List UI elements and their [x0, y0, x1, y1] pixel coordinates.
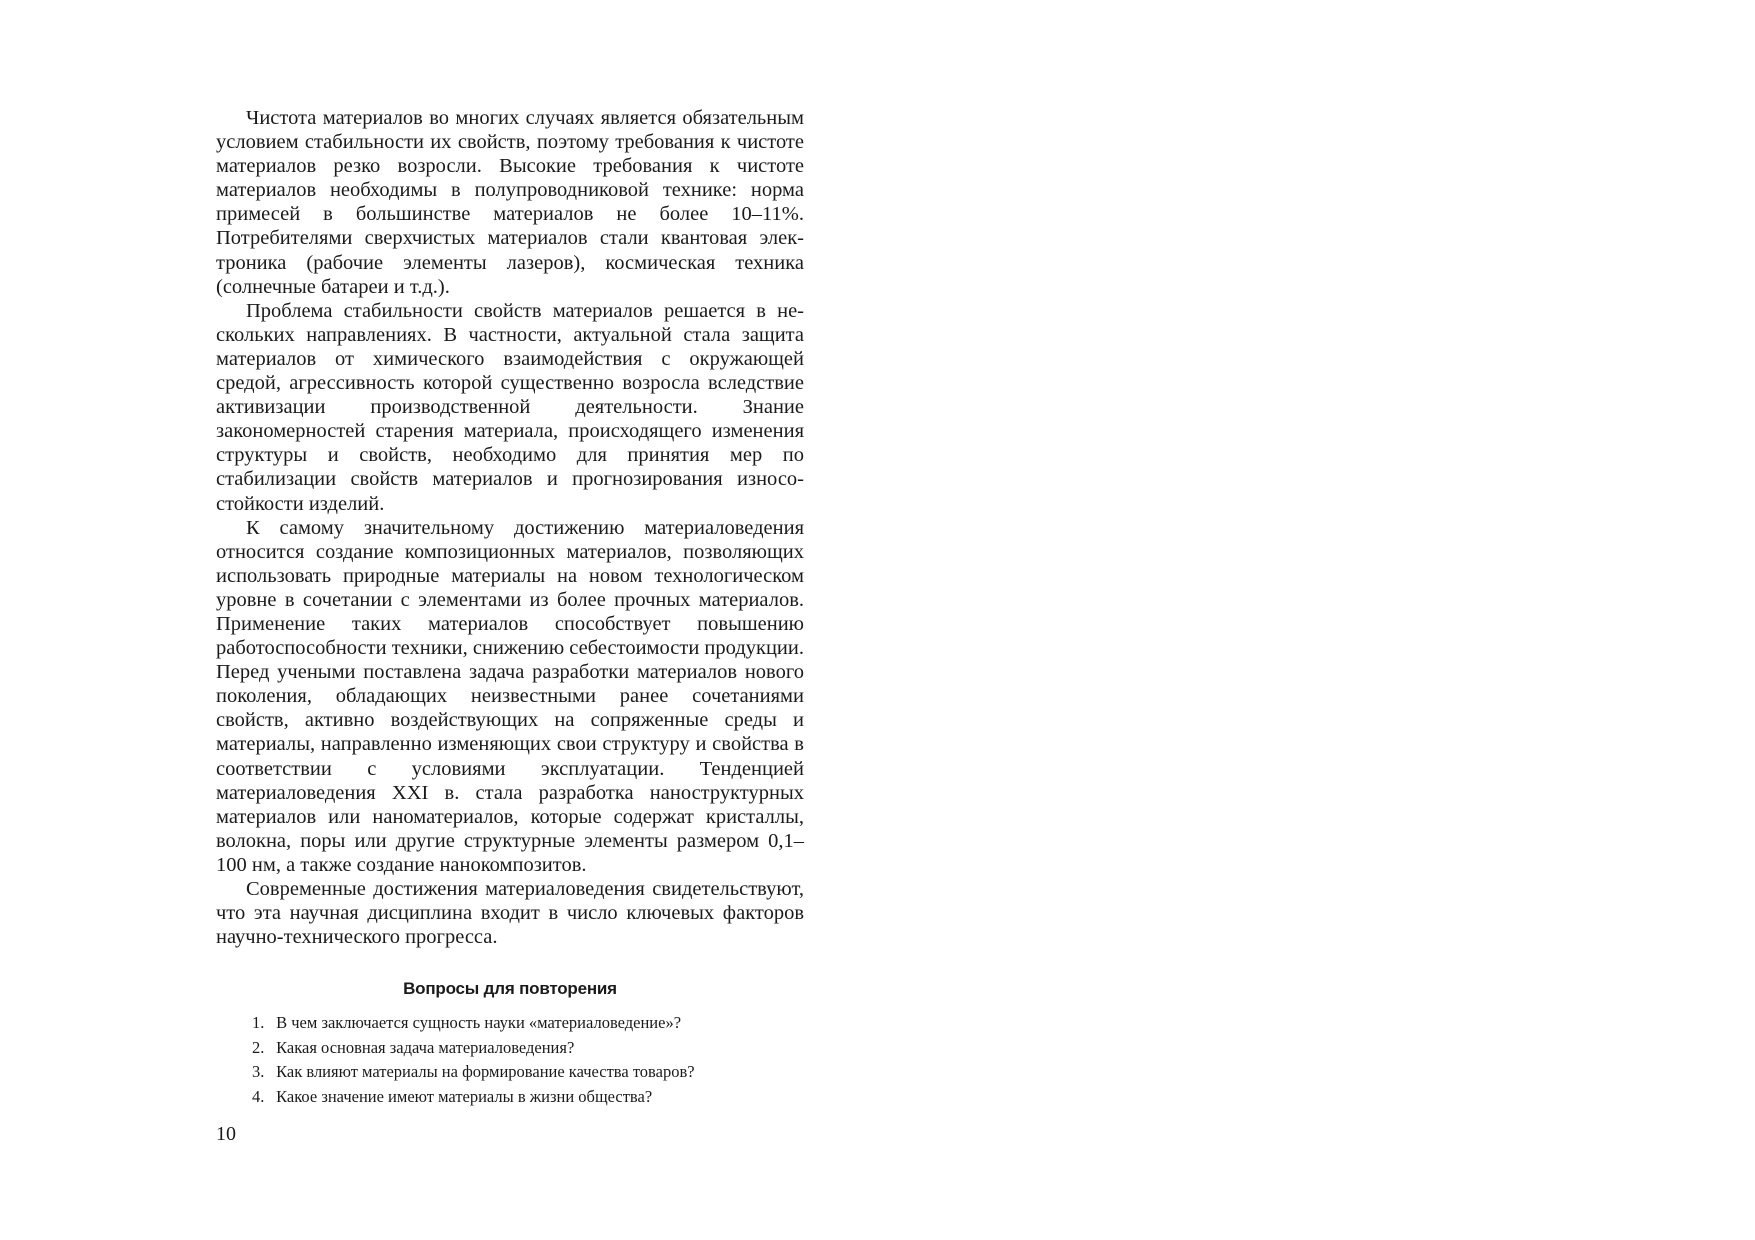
paragraph-stability: Проблема стабильности свойств материалов решается в нескольких направлениях. В частности, актуальной стала защита материалов от химического взаимодействия с окружающей средой, агрессивность которой существенно возросла вследствие активизации производственной деятельности. Знание закономерностей старения материала, происходящего изменения структуры и свойств, необходимо для принятия мер по стабилизации свойств материалов и прогнозирования износостойкости изделий.	[216, 299, 804, 515]
paragraph-composites: К самому значительному достижению материаловедения относится создание композиционных материалов, позволяющих использовать природные материалы на новом технологическом уровне в сочетании с элементами из более прочных материалов. Применение таких материалов способствует повышению работоспособности техники, снижению себестоимости продукции. Перед учеными поставлена задача разработки материалов нового поколения, обладающих неизвестными ранее сочетаниями свойств, активно воздействующих на сопряженные среды и материалы, направленно изменяющих свои структуру и свойства в соответствии с условиями эксплуатации. Тенденцией материаловедения XXI в. стала разработка наноструктурных материалов или наноматериалов, которые содержат кристаллы, волокна, поры или другие структурные элементы размером 0,1–100 нм, а также создание нанокомпозитов.	[216, 516, 804, 876]
question-number: 3.	[252, 1062, 265, 1082]
review-question-item	[252, 1011, 804, 1036]
question-text: Какое значение имеют материалы в жизни общества?	[276, 1086, 653, 1106]
question-text: Какая основная задача материаловедения?	[276, 1037, 575, 1057]
review-question-item	[252, 1036, 804, 1061]
review-question-item	[252, 1060, 804, 1085]
question-text: Как влияют материалы на формирование качества товаров?	[276, 1062, 695, 1082]
paragraph-conclusion: Современные достижения материаловедения свидетельствуют, что эта научная дисциплина входит в число ключевых факторов научно-технического прогресса.	[216, 878, 804, 949]
question-number: 1.	[252, 1013, 265, 1033]
page-body	[216, 106, 804, 1109]
question-number: 4.	[252, 1086, 265, 1106]
review-question-item	[252, 1085, 804, 1110]
question-number: 2.	[252, 1037, 265, 1057]
review-questions-list	[216, 1011, 804, 1109]
question-text: В чем заключается сущность науки «материаловедение»?	[276, 1013, 682, 1033]
review-section-title: Вопросы для повторения	[403, 979, 617, 999]
page-number: 10	[216, 1123, 236, 1145]
paragraph-purity: Чистота материалов во многих случаях является обязательным условием стабильности их свойств, поэтому требования к чистоте материалов резко возросли. Высокие требования к чистоте материалов необходимы в полупроводниковой технике: норма примесей в большинстве материалов не более 10–11%. Потребителями сверхчистых материалов стали квантовая электроника (рабочие элементы лазеров), космическая техника (солнечные батареи и т.д.).	[216, 107, 804, 298]
